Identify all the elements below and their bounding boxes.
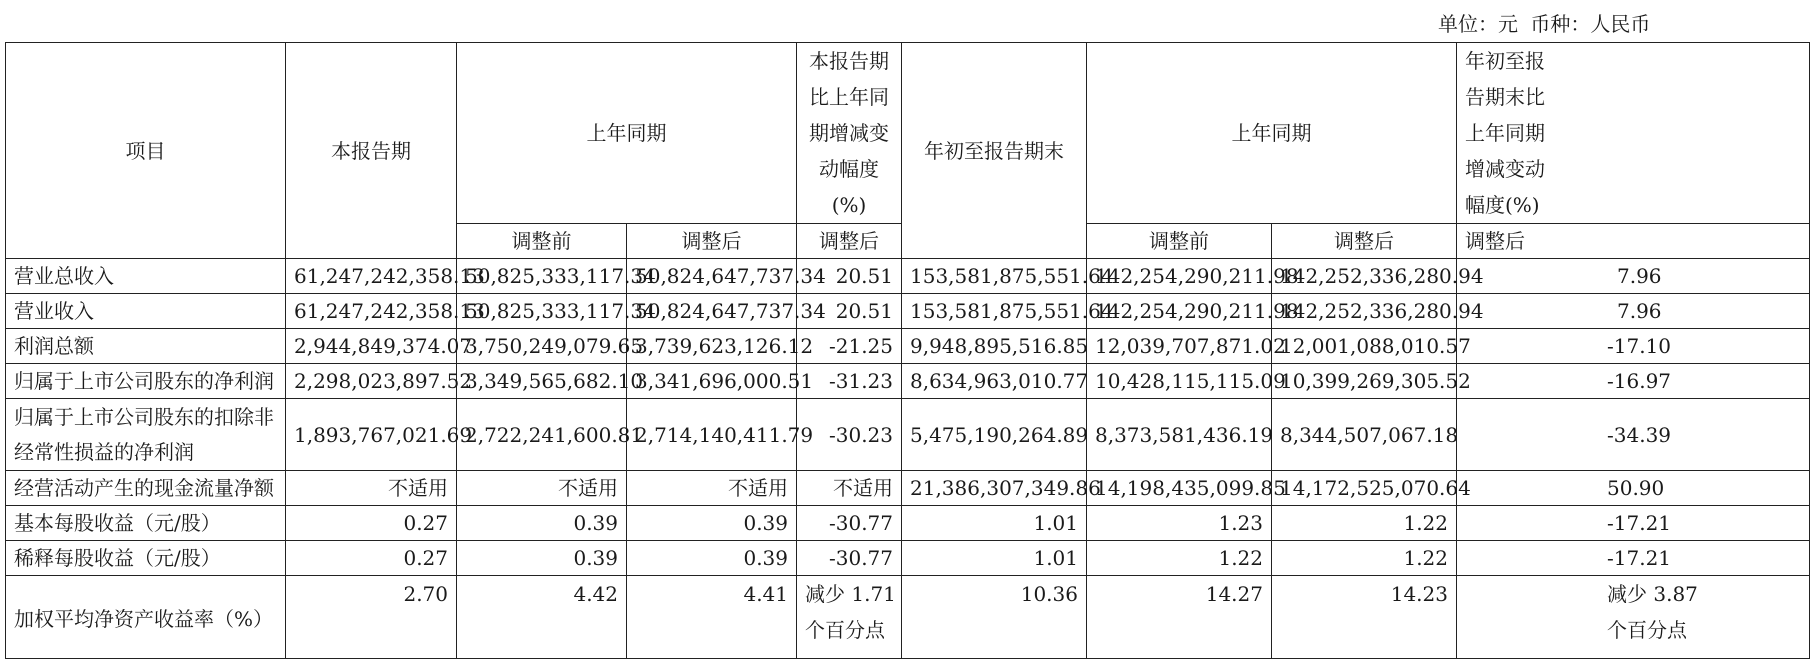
unit-currency-line	[1438, 8, 1656, 37]
cell-current-period: 0.27	[286, 506, 457, 541]
row-label: 营业收入	[6, 294, 286, 329]
cell-current-period: 0.27	[286, 541, 457, 576]
cell-line: 减少 1.71	[805, 582, 896, 606]
header-current-period: 本报告期	[286, 43, 457, 259]
cell-ytd-before-adj: 142,254,290,211.98	[1087, 259, 1272, 294]
cell-after-adj: 50,824,647,737.34	[627, 259, 797, 294]
cell-before-adj: 0.39	[457, 541, 627, 576]
row-label: 加权平均净资产收益率（%）	[6, 576, 286, 659]
cell-line: 个百分点	[1607, 618, 1687, 642]
table-row	[6, 294, 1810, 329]
cell-ytd-before-adj: 1.22	[1087, 541, 1272, 576]
cell-before-adj: 50,825,333,117.34	[457, 259, 627, 294]
cell-ytd-change-pct: -17.21	[1457, 541, 1810, 576]
table-row	[6, 329, 1810, 364]
cell-change-pct: 20.51	[797, 294, 902, 329]
cell-current-period: 2.70	[286, 576, 457, 659]
financial-data-table	[5, 42, 1810, 659]
cell-before-adj: 2,722,241,600.81	[457, 399, 627, 471]
cell-ytd-after-adj: 1.22	[1272, 506, 1457, 541]
header-same-period-last-year-ytd: 上年同期	[1087, 43, 1457, 224]
cell-after-adj: 0.39	[627, 506, 797, 541]
cell-after-adj: 3,341,696,000.51	[627, 364, 797, 399]
cell-ytd: 5,475,190,264.89	[902, 399, 1087, 471]
table-row	[6, 576, 1810, 659]
cell-ytd-after-adj: 8,344,507,067.18	[1272, 399, 1457, 471]
cell-ytd: 1.01	[902, 506, 1087, 541]
cell-change-pct	[797, 576, 902, 659]
cell-before-adj: 3,349,565,682.10	[457, 364, 627, 399]
table-row	[6, 506, 1810, 541]
cell-change-pct: 20.51	[797, 259, 902, 294]
cell-change-pct: -30.23	[797, 399, 902, 471]
cell-after-adj: 2,714,140,411.79	[627, 399, 797, 471]
table-body	[6, 259, 1810, 659]
table-row	[6, 471, 1810, 506]
row-label: 基本每股收益（元/股）	[6, 506, 286, 541]
row-label: 稀释每股收益（元/股）	[6, 541, 286, 576]
cell-change-pct: -30.77	[797, 506, 902, 541]
cell-ytd-change-pct: -16.97	[1457, 364, 1810, 399]
cell-ytd: 9,948,895,516.85	[902, 329, 1087, 364]
cell-ytd-before-adj: 14.27	[1087, 576, 1272, 659]
cell-ytd-change-pct: 7.96	[1457, 259, 1810, 294]
cell-ytd-before-adj: 10,428,115,115.09	[1087, 364, 1272, 399]
cell-current-period: 61,247,242,358.13	[286, 294, 457, 329]
row-label: 归属于上市公司股东的净利润	[6, 364, 286, 399]
cell-ytd-before-adj: 12,039,707,871.02	[1087, 329, 1272, 364]
header-same-period-last-year: 上年同期	[457, 43, 797, 224]
cell-change-pct: 不适用	[797, 471, 902, 506]
row-label: 经营活动产生的现金流量净额	[6, 471, 286, 506]
cell-ytd-before-adj: 1.23	[1087, 506, 1272, 541]
unit-label: 单位：元	[1438, 12, 1518, 36]
header-after-adj-ytd-change: 调整后	[1457, 224, 1810, 259]
cell-ytd-after-adj: 12,001,088,010.57	[1272, 329, 1457, 364]
cell-ytd-change-pct: 7.96	[1457, 294, 1810, 329]
cell-line: 减少 3.87	[1607, 582, 1698, 606]
header-item: 项目	[6, 43, 286, 259]
row-label: 归属于上市公司股东的扣除非 经常性损益的净利润	[6, 399, 286, 471]
cell-ytd: 1.01	[902, 541, 1087, 576]
cell-ytd-change-pct: -17.21	[1457, 506, 1810, 541]
cell-current-period: 2,298,023,897.52	[286, 364, 457, 399]
cell-ytd: 8,634,963,010.77	[902, 364, 1087, 399]
cell-before-adj: 0.39	[457, 506, 627, 541]
table-row	[6, 259, 1810, 294]
row-label: 营业总收入	[6, 259, 286, 294]
cell-current-period: 不适用	[286, 471, 457, 506]
table-row	[6, 541, 1810, 576]
cell-before-adj: 3,750,249,079.65	[457, 329, 627, 364]
table-row	[6, 364, 1810, 399]
cell-ytd-change-pct	[1457, 576, 1810, 659]
cell-after-adj: 4.41	[627, 576, 797, 659]
cell-ytd: 153,581,875,551.64	[902, 294, 1087, 329]
header-before-adj: 调整前	[457, 224, 627, 259]
header-ytd: 年初至报告期末	[902, 43, 1087, 259]
cell-current-period: 2,944,849,374.07	[286, 329, 457, 364]
cell-ytd-before-adj: 14,198,435,099.85	[1087, 471, 1272, 506]
header-after-adj: 调整后	[627, 224, 797, 259]
cell-change-pct: -31.23	[797, 364, 902, 399]
cell-ytd-before-adj: 8,373,581,436.19	[1087, 399, 1272, 471]
cell-before-adj: 50,825,333,117.34	[457, 294, 627, 329]
cell-ytd-after-adj: 142,252,336,280.94	[1272, 259, 1457, 294]
cell-change-pct: -21.25	[797, 329, 902, 364]
table-row	[6, 399, 1810, 471]
cell-ytd: 21,386,307,349.86	[902, 471, 1087, 506]
cell-ytd-after-adj: 10,399,269,305.52	[1272, 364, 1457, 399]
cell-ytd-change-pct: 50.90	[1457, 471, 1810, 506]
cell-before-adj: 4.42	[457, 576, 627, 659]
currency-label: 币种：人民币	[1530, 12, 1651, 36]
cell-change-pct: -30.77	[797, 541, 902, 576]
table-header	[6, 43, 1810, 259]
row-label: 利润总额	[6, 329, 286, 364]
header-after-adj-change: 调整后	[797, 224, 902, 259]
cell-ytd-change-pct: -17.10	[1457, 329, 1810, 364]
cell-ytd-after-adj: 142,252,336,280.94	[1272, 294, 1457, 329]
header-ytd-change-pct: 年初至报 告期末比 上年同期 增减变动 幅度(%)	[1457, 43, 1810, 224]
cell-ytd: 153,581,875,551.64	[902, 259, 1087, 294]
cell-before-adj: 不适用	[457, 471, 627, 506]
cell-after-adj: 不适用	[627, 471, 797, 506]
header-after-adj-ytd: 调整后	[1272, 224, 1457, 259]
cell-after-adj: 3,739,623,126.12	[627, 329, 797, 364]
cell-ytd-after-adj: 1.22	[1272, 541, 1457, 576]
cell-after-adj: 50,824,647,737.34	[627, 294, 797, 329]
cell-after-adj: 0.39	[627, 541, 797, 576]
cell-ytd: 10.36	[902, 576, 1087, 659]
cell-ytd-before-adj: 142,254,290,211.98	[1087, 294, 1272, 329]
cell-current-period: 1,893,767,021.69	[286, 399, 457, 471]
header-change-pct: 本报告期 比上年同 期增减变 动幅度 (%)	[797, 43, 902, 224]
cell-line: 个百分点	[805, 618, 885, 642]
cell-ytd-change-pct: -34.39	[1457, 399, 1810, 471]
cell-ytd-after-adj: 14.23	[1272, 576, 1457, 659]
cell-ytd-after-adj: 14,172,525,070.64	[1272, 471, 1457, 506]
header-before-adj-ytd: 调整前	[1087, 224, 1272, 259]
cell-current-period: 61,247,242,358.13	[286, 259, 457, 294]
